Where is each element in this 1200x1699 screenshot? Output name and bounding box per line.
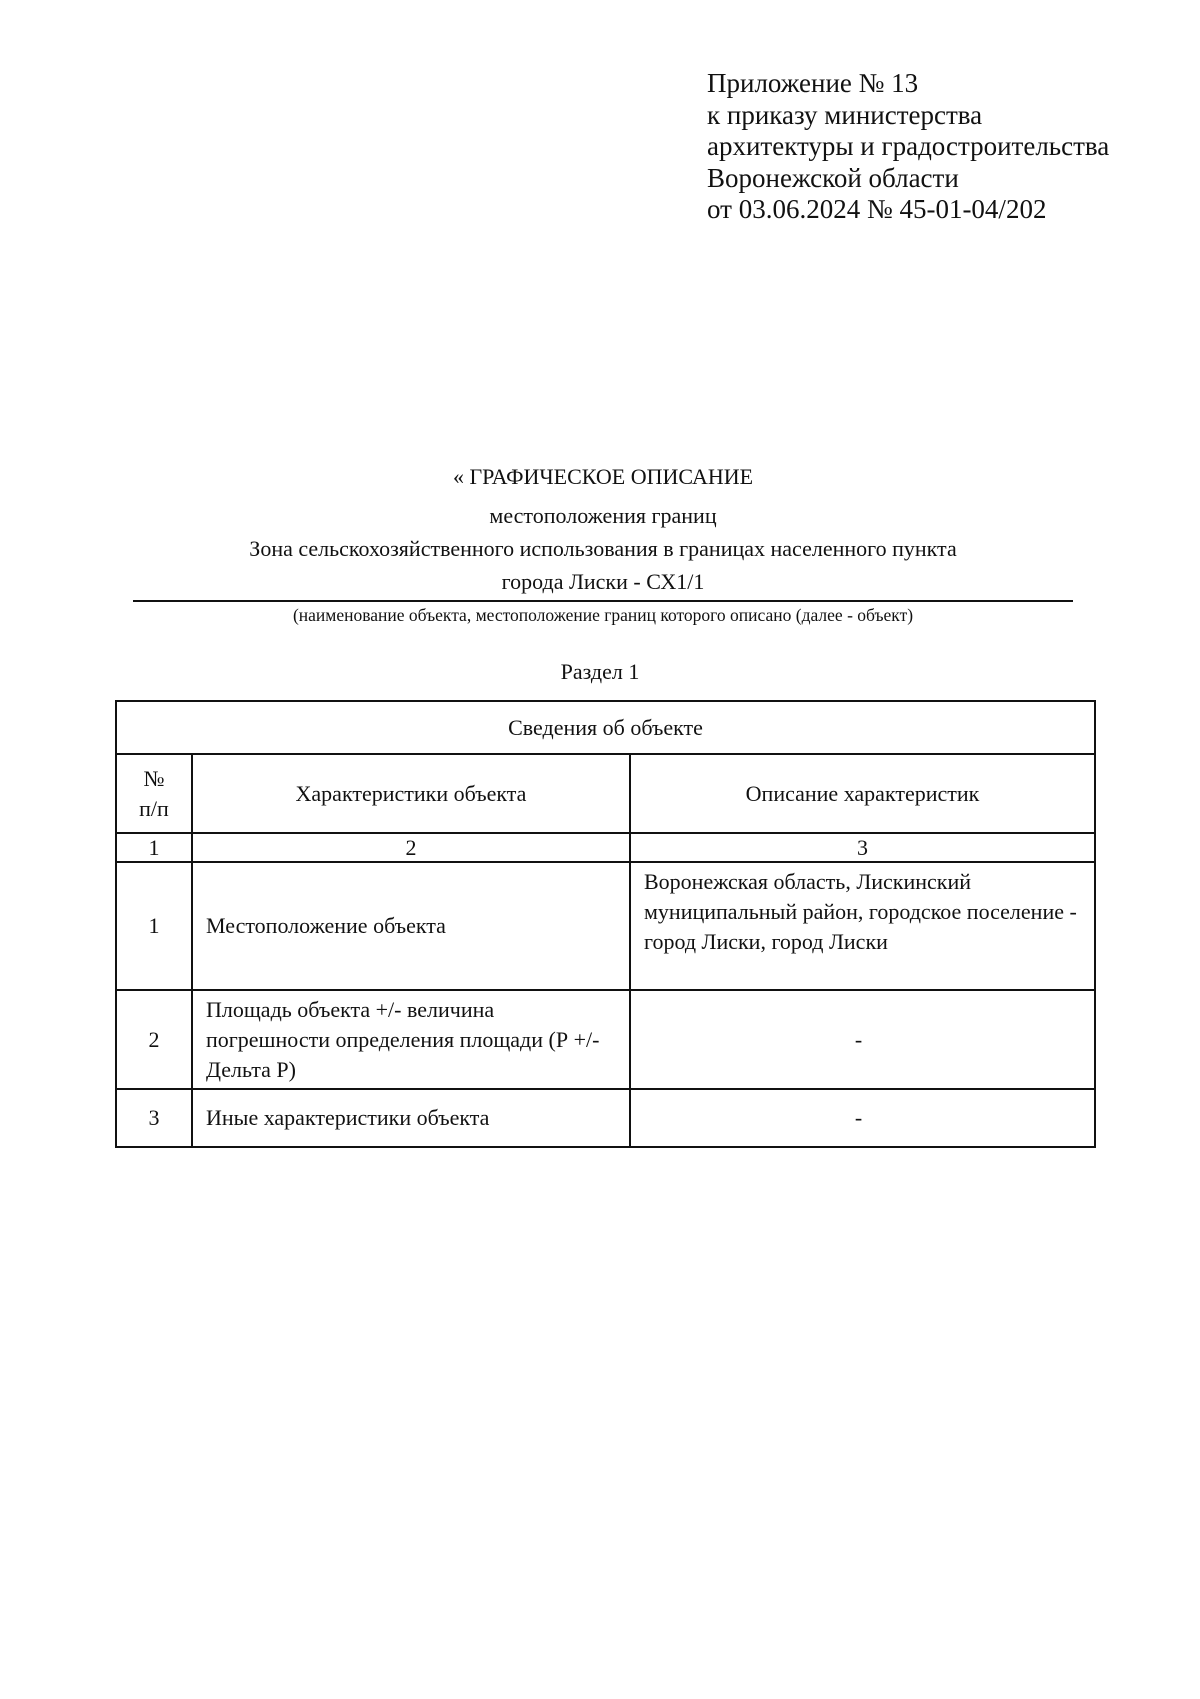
- row-characteristic: Иные характеристики объекта: [192, 1089, 630, 1147]
- row-number: 2: [116, 990, 192, 1089]
- column-number: 2: [192, 833, 630, 862]
- row-number: 1: [116, 862, 192, 990]
- header-num-symbol: №: [143, 765, 165, 791]
- appendix-header-line: архитектуры и градостроительства: [707, 131, 1110, 161]
- table-row: [116, 862, 1095, 990]
- table-row: [116, 990, 1095, 1089]
- object-name-line: Зона сельскохозяйственного использования в границах населенного пункта: [249, 536, 957, 561]
- row-number: 3: [116, 1089, 192, 1147]
- table-caption-row: [116, 701, 1095, 754]
- appendix-header-line: Воронежской области: [707, 162, 959, 193]
- table-header-row: [116, 754, 1095, 833]
- appendix-header-line: к приказу министерства: [707, 99, 983, 130]
- appendix-header: [707, 68, 1177, 226]
- row-description: Воронежская область, Лискинский муниципальный район, городское поселение - город Лиски, город Лиски: [630, 862, 1095, 990]
- header-num-abbrev: п/п: [139, 795, 169, 821]
- row-description: -: [630, 1089, 1095, 1147]
- section-label: Раздел 1: [560, 659, 640, 684]
- row-description: -: [630, 990, 1095, 1089]
- row-characteristic: Площадь объекта +/- величина погрешности определения площади (Р +/- Дельта Р): [192, 990, 630, 1089]
- object-info-table: [115, 700, 1096, 1148]
- column-number: 1: [116, 833, 192, 862]
- appendix-header-line: Приложение № 13: [707, 68, 919, 98]
- appendix-header-line: от 03.06.2024 № 45-01-04/202: [707, 194, 1047, 224]
- header-description: Описание характеристик: [630, 754, 1095, 833]
- column-number-row: [116, 833, 1095, 862]
- title-underline: [133, 600, 1073, 602]
- title-subline: местоположения границ: [489, 503, 717, 528]
- row-characteristic: Местоположение объекта: [192, 862, 630, 990]
- header-num-cell: [116, 754, 192, 833]
- object-name-line: города Лиски - СХ1/1: [501, 569, 705, 594]
- column-number: 3: [630, 833, 1095, 862]
- title-note: (наименование объекта, местоположение границ которого описано (далее - объект): [292, 605, 914, 625]
- header-characteristic: Характеристики объекта: [192, 754, 630, 833]
- document-title: « ГРАФИЧЕСКОЕ ОПИСАНИЕ: [452, 464, 754, 489]
- table-row: [116, 1089, 1095, 1147]
- table-caption: Сведения об объекте: [116, 701, 1095, 754]
- document-title-block: [133, 463, 1073, 627]
